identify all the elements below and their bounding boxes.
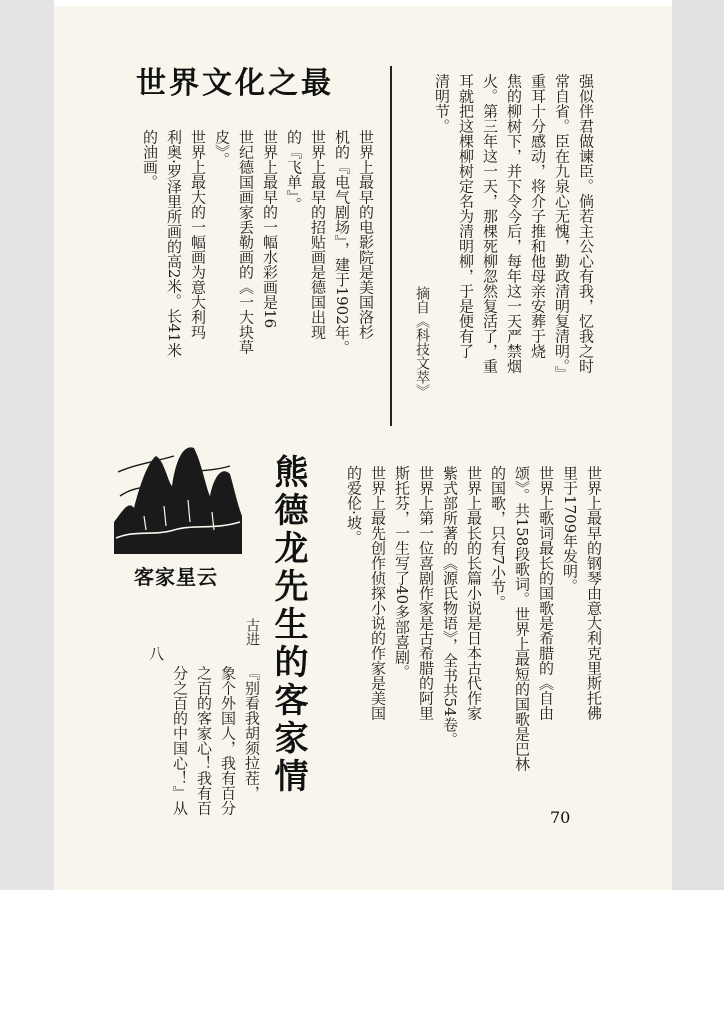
culture-item-line: 世界上最长的长篇小说是日本古代作家 [465,465,483,721]
passage-line-5: 火。第三年这一天，那棵死柳忽然复活了，重 [481,73,499,374]
culture-item-line: 的油画。 [141,129,159,190]
culture-item-line: 世界上最早的招贴画是德国出现 [309,129,327,340]
hakka-author: 古进 [244,618,260,646]
culture-item-line: 利奥·罗泽里所画的高2米。长41米 [165,129,183,358]
passage-line-6: 耳就把这棵柳树定名为清明柳，于是便有了 [457,73,475,359]
culture-item-line: 世界上最早的一幅水彩画是16 [261,129,279,329]
clearming-passage [406,54,622,434]
culture-item-line: 世纪德国画家丢勒画的《一大块草 [237,129,255,355]
culture-item-line: 斯托芬，一生写了40多部喜剧。 [393,465,411,680]
culture-item-line: 世界上第一位喜剧作家是古希腊的阿里 [417,465,435,721]
culture-item-line: 世界上最大的一幅画为意大利玛 [189,129,207,340]
world-culture-heading: 世界文化之最 [136,66,334,101]
culture-item-line: 的国歌，只有7小节。 [489,465,507,610]
hakka-article-title: 熊德龙先生的客家情 [268,454,308,796]
culture-item-line: 世界上最早的电影院是美国洛杉 [357,129,375,340]
page-number: 70 [550,808,571,827]
hakka-body-line: 象个外国人，我有百分 [219,665,237,816]
scan-margin-left [0,0,54,890]
world-culture-column-2 [318,446,630,816]
culture-item-line: 世界上最早的钢琴由意大利克里斯托佛 [585,465,603,721]
world-culture-column-1 [114,110,402,426]
culture-item-line: 紫式部所著的《源氏物语》，全书共54卷。 [441,465,459,747]
passage-line-1: 强似伴君做谏臣。倘若主公心有我，忆我之时 [577,73,595,374]
hakka-column-label: 客家星云 [134,565,218,589]
hakka-body-line: 之百的客家心！我有百 [195,665,213,816]
culture-item-line: 颂》。共158段歌词。世界上最短的国歌是巴林 [513,465,531,772]
passage-line-3: 重耳十分感动，将介子推和他母亲安葬于烧 [529,73,547,359]
mountain-illustration [114,426,242,556]
hakka-body-line: 分之百的中国心！』从八 [147,646,189,816]
culture-item-line: 的『飞单』。 [285,129,303,212]
scan-margin-right [672,0,724,890]
book-page [54,6,672,890]
hakka-body [120,646,288,826]
culture-item-line: 的爱伦·坡。 [345,465,363,545]
culture-item-line: 世界上歌词最长的国歌是希腊的《自由 [537,465,555,721]
culture-item-line: 里于1709年发明。 [561,465,579,594]
hakka-body-line: 『别看我胡须拉茬， [243,665,261,801]
culture-item-line: 皮》。 [213,129,231,167]
culture-item-line: 机的『电气剧场』，建于1902年。 [333,129,351,355]
passage-line-2: 常自省。臣在九泉心无愧，勤政清明复清明。』 [553,73,571,381]
passage-source: 摘自《科技文萃》 [414,286,430,398]
passage-line-4: 焦的柳树下，并下令今后，每年这一天严禁烟 [505,73,523,374]
culture-item-line: 世界上最先创作侦探小说的作家是美国 [369,465,387,721]
passage-line-7: 清明节。 [433,73,451,134]
